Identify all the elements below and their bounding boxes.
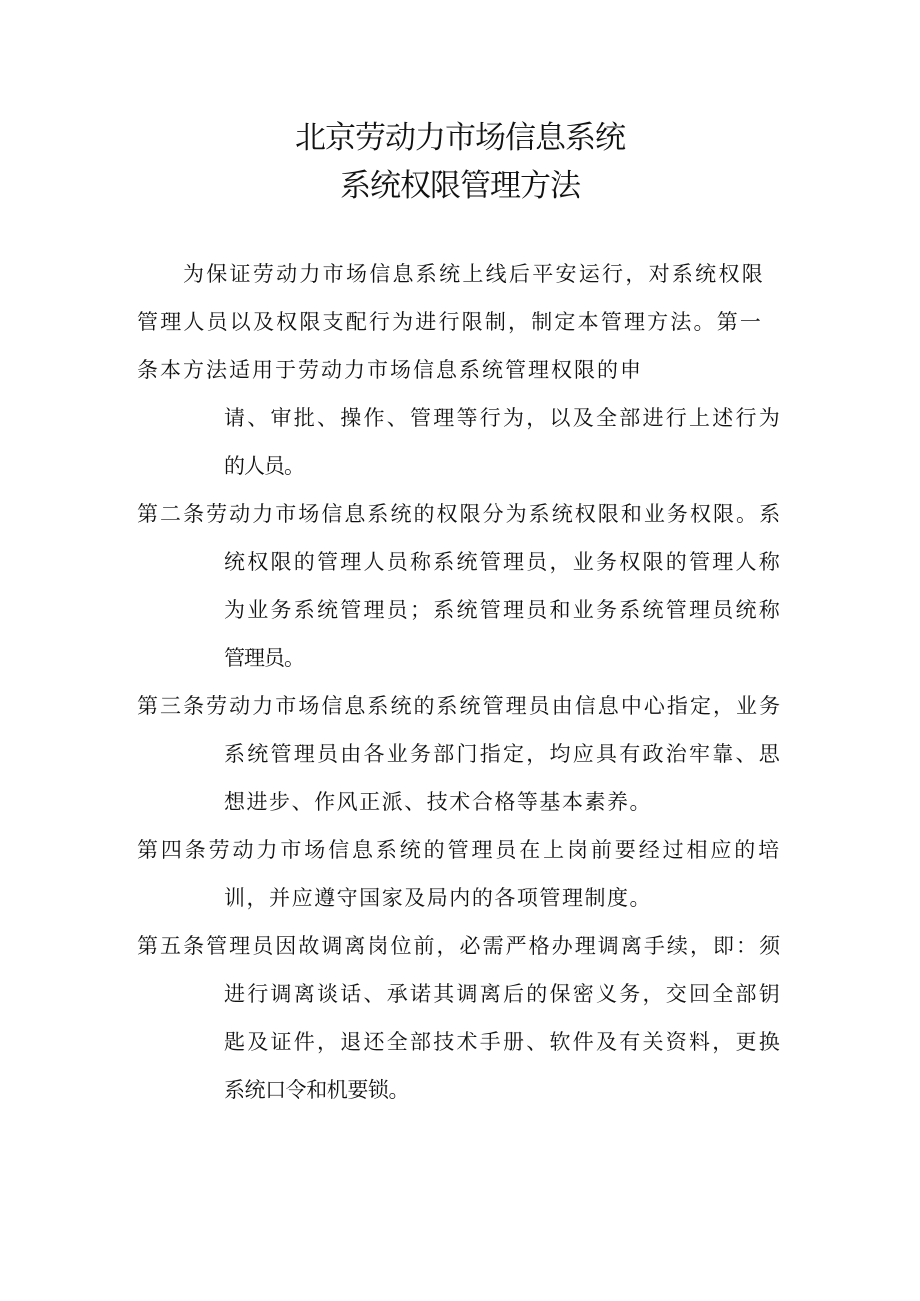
- article-1-line-1: 条本方法适用于劳动力市场信息系统管理权限的申: [137, 358, 643, 382]
- article-4-line-2: 训，并应遵守国家及局内的各项管理制度。: [224, 886, 653, 910]
- article-1-line-3: 的人员。: [224, 454, 304, 478]
- article-2-line-3: 为业务系统管理员；系统管理员和业务系统管理员统称: [224, 598, 782, 622]
- article-2-line-1: 第二条劳动力市场信息系统的权限分为系统权限和业务权限。系: [137, 502, 783, 526]
- article-3-line-2: 系统管理员由各业务部门指定，均应具有政治牢靠、思: [224, 742, 782, 766]
- article-2-line-2: 统权限的管理人员称系统管理员，业务权限的管理人称: [224, 550, 782, 574]
- article-5-line-3: 匙及证件，退还全部技术手册、软件及有关资料，更换: [224, 1030, 782, 1054]
- article-3-line-3: 想进步、作风正派、技术合格等基本素养。: [224, 790, 653, 814]
- article-5-line-1: 第五条管理员因故调离岗位前，必需严格办理调离手续，即：须: [137, 934, 783, 958]
- article-5-line-4: 系统口令和机要锁。: [224, 1078, 410, 1102]
- article-5-line-2: 进行调离谈话、承诺其调离后的保密义务，交回全部钥: [224, 982, 782, 1006]
- document-title: 北京劳动力市场信息系统: [295, 120, 625, 156]
- intro-line-2: 管理人员以及权限支配行为进行限制，制定本管理方法。第一: [137, 310, 764, 334]
- article-3-line-1: 第三条劳动力市场信息系统的系统管理员由信息中心指定，业务: [137, 694, 783, 718]
- article-4-line-1: 第四条劳动力市场信息系统的管理员在上岗前要经过相应的培: [137, 838, 783, 862]
- article-2-line-4: 管理员。: [224, 646, 304, 670]
- intro-line-1: 为保证劳动力市场信息系统上线后平安运行，对系统权限: [183, 262, 765, 286]
- article-1-line-2: 请、审批、操作、管理等行为，以及全部进行上述行为: [224, 406, 782, 430]
- document-subtitle: 系统权限管理方法: [340, 168, 580, 204]
